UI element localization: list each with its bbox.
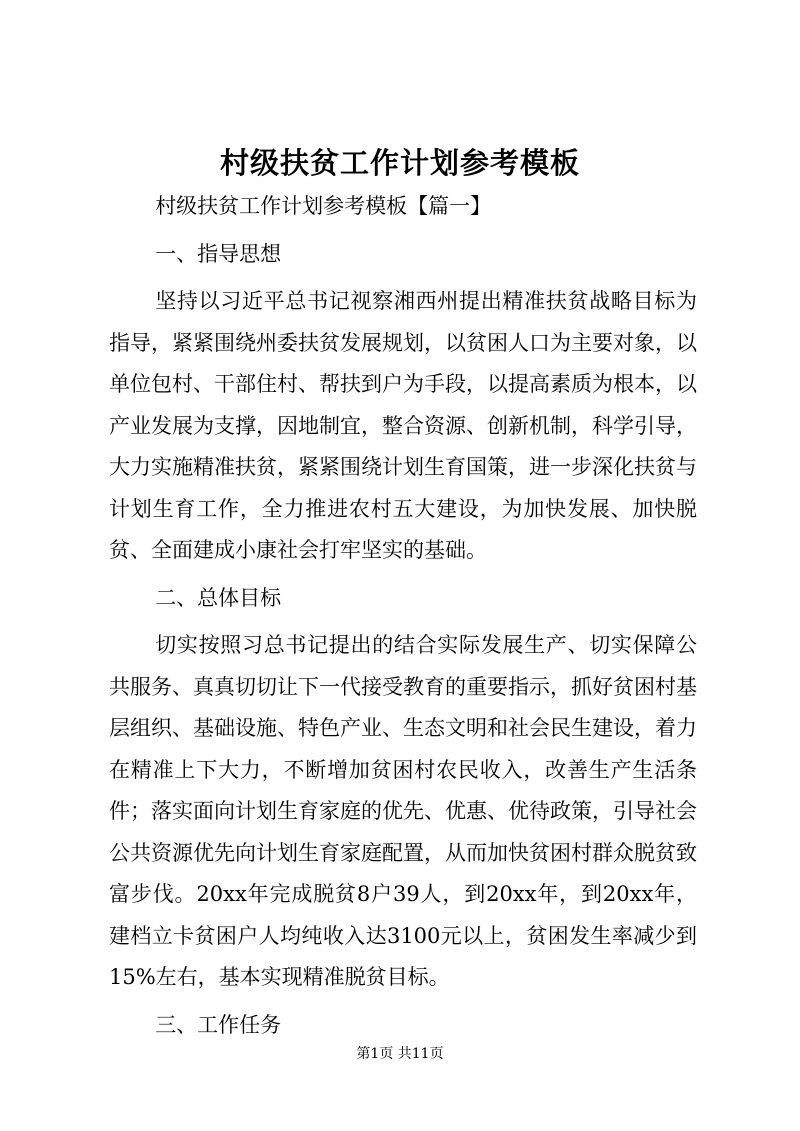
- section-heading-guiding-ideology: 一、指导思想: [155, 241, 282, 266]
- document-subtitle: 村级扶贫工作计划参考模板【篇一】: [155, 194, 492, 218]
- document-title: 村级扶贫工作计划参考模板: [219, 146, 580, 180]
- page-footer: 第1页 共11页: [356, 1046, 444, 1062]
- section-paragraph-guiding-ideology: 坚持以习近平总书记视察湘西州提出精准扶贫战略目标为指导，紧紧围绕州委扶贫发展规划，以贫困人口为主要对象，以单位包村、干部住村、帮扶到户为手段，以提高素质为根本，以产业发展为支撑，因地制宜，整合资源、创新机制，科学引导，大力实施精准扶贫，紧紧围绕计划生育国策，进一步深化扶贫与计划生育工作，全力推进农村五大建设，为加快发展、加快脱贫、全面建成小康社会打牢坚实的基础。: [109, 289, 697, 562]
- section-heading-work-tasks: 三、工作任务: [155, 1012, 282, 1037]
- section-paragraph-overall-goal: 切实按照习总书记提出的结合实际发展生产、切实保障公共服务、真真切切让下一代接受教育的重要指示，抓好贫困村基层组织、基础设施、特色产业、生态文明和社会民生建设，着力在精准上下大力，不断增加贫困村农民收入，改善生产生活条件；落实面向计划生育家庭的优先、优惠、优待政策，引导社会公共资源优先向计划生育家庭配置，从而加快贫困村群众脱贫致富步伐。20xx年完成脱贫8户39人，到20xx年，到20xx年，建档立卡贫困户人均纯收入达3100元以上，贫困发生率减少到15%左右，基本实现精准脱贫目标。: [109, 633, 697, 989]
- section-heading-overall-goal: 二、总体目标: [155, 585, 282, 610]
- document-body: [109, 186, 697, 1052]
